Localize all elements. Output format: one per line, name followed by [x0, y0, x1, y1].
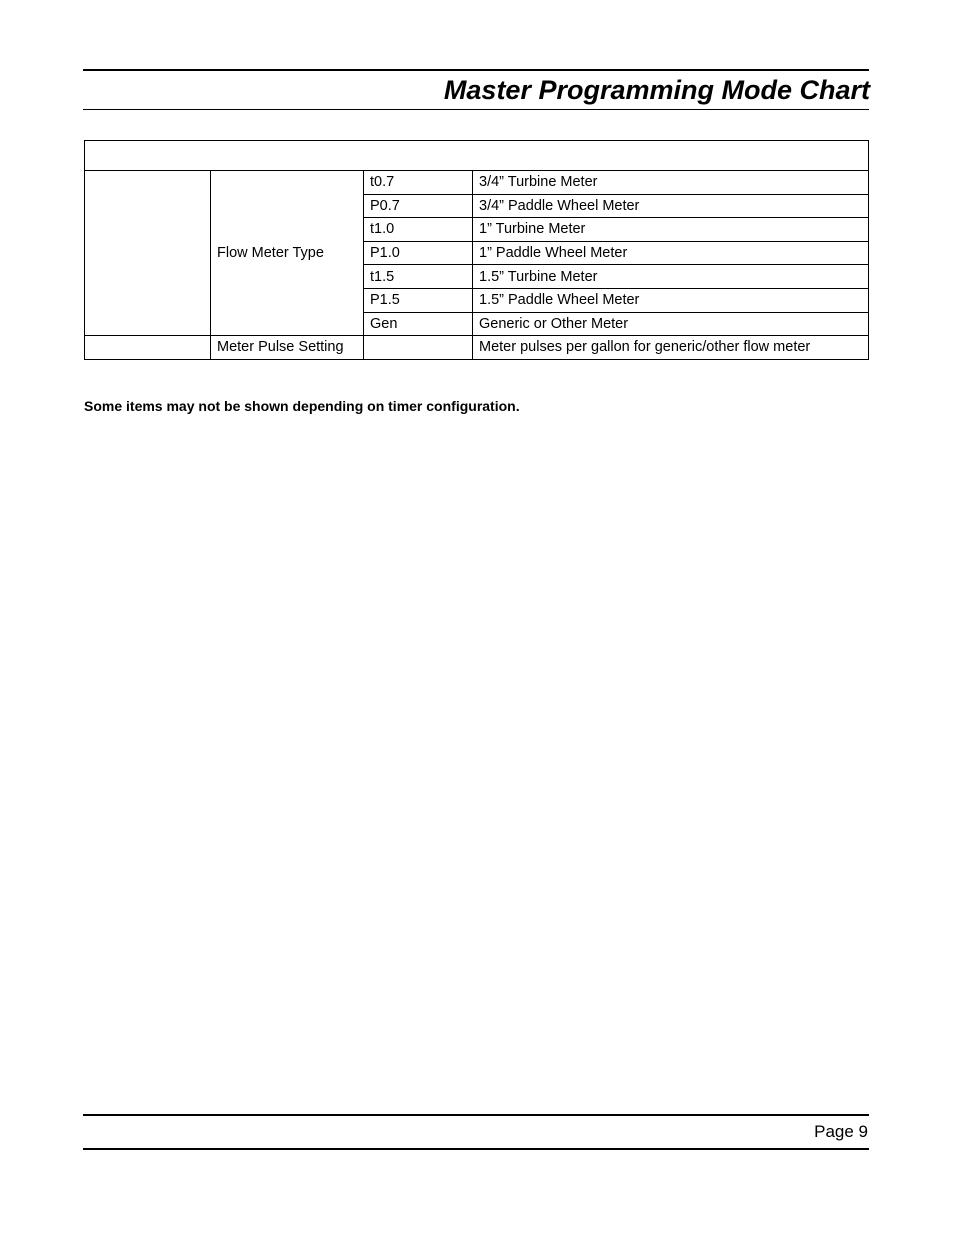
page-number: Page 9	[814, 1122, 868, 1141]
option-description: Generic or Other Meter	[473, 312, 869, 336]
table-header-row	[85, 141, 869, 171]
option-code: P1.0	[364, 241, 473, 265]
page-title: Master Programming Mode Chart	[443, 75, 870, 105]
option-description: 1.5” Turbine Meter	[473, 265, 869, 289]
option-description: 3/4” Paddle Wheel Meter	[473, 194, 869, 218]
configuration-footnote: Some items may not be shown depending on timer configuration.	[84, 398, 520, 414]
option-code: t0.7	[364, 171, 473, 195]
meter-pulse-code	[364, 336, 473, 360]
flow-meter-section-cell	[85, 171, 211, 336]
option-description: 1” Turbine Meter	[473, 218, 869, 242]
flow-meter-type-label: Flow Meter Type	[211, 171, 364, 336]
option-code: P0.7	[364, 194, 473, 218]
option-description: 1.5” Paddle Wheel Meter	[473, 288, 869, 312]
footer-bottom-rule	[83, 1148, 869, 1150]
option-code: Gen	[364, 312, 473, 336]
meter-pulse-section-cell	[85, 336, 211, 360]
option-code: t1.0	[364, 218, 473, 242]
table-row	[85, 171, 869, 195]
header-bottom-rule	[83, 109, 869, 110]
table-row	[85, 336, 869, 360]
option-code: P1.5	[364, 288, 473, 312]
table-header-cell	[85, 141, 869, 171]
option-description: 3/4” Turbine Meter	[473, 171, 869, 195]
header-top-rule	[83, 69, 869, 71]
option-description: 1” Paddle Wheel Meter	[473, 241, 869, 265]
meter-pulse-description: Meter pulses per gallon for generic/other flow meter	[473, 336, 869, 360]
option-code: t1.5	[364, 265, 473, 289]
meter-pulse-setting-label: Meter Pulse Setting	[211, 336, 364, 360]
programming-mode-table	[84, 140, 869, 360]
footer-top-rule	[83, 1114, 869, 1116]
